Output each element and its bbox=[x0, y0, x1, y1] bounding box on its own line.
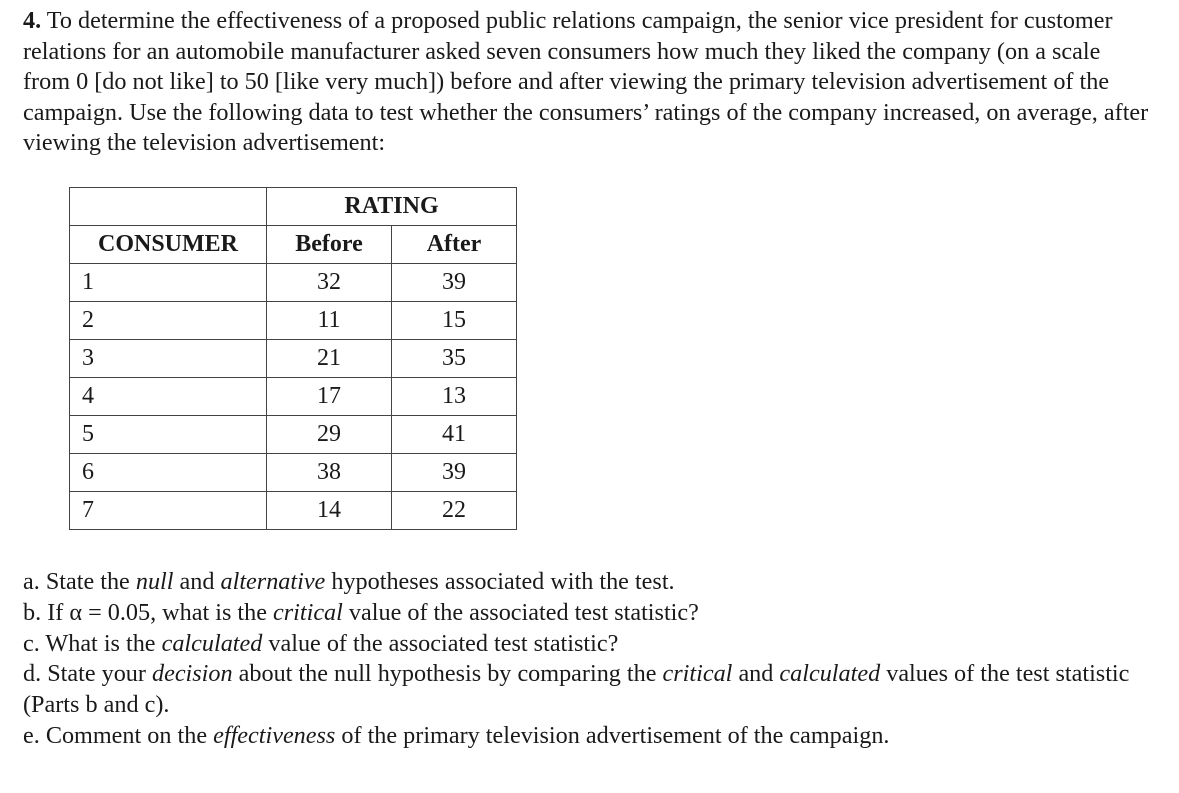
question-c bbox=[23, 629, 1153, 660]
before-column-header: Before bbox=[267, 226, 392, 264]
consumer-cell: 2 bbox=[70, 302, 267, 340]
after-rating-cell: 39 bbox=[392, 264, 517, 302]
table-row bbox=[70, 454, 517, 492]
question-d-text-2: about the null hypothesis by comparing the bbox=[232, 660, 663, 688]
question-a-emph-1: null bbox=[135, 568, 174, 595]
question-d bbox=[23, 659, 1153, 721]
consumer-cell: 5 bbox=[70, 416, 267, 454]
consumer-cell: 1 bbox=[70, 264, 267, 302]
consumer-cell: 3 bbox=[70, 340, 267, 378]
question-e-emph-1: effectiveness bbox=[213, 721, 336, 749]
question-e bbox=[23, 721, 1153, 752]
table-group-header-row bbox=[70, 188, 517, 226]
after-rating-cell: 22 bbox=[392, 492, 517, 530]
after-column-header: After bbox=[392, 226, 517, 264]
table-row bbox=[70, 302, 517, 340]
question-c-text-1: c. What is the bbox=[23, 629, 162, 657]
question-e-text-2: of the primary television advertisement of the campaign. bbox=[335, 721, 890, 749]
question-e-text-1: e. Comment on the bbox=[23, 721, 214, 749]
question-b-emph-1: critical bbox=[273, 598, 343, 626]
question-c-emph-1: calculated bbox=[161, 629, 263, 657]
after-rating-cell: 15 bbox=[392, 302, 517, 340]
after-rating-cell: 13 bbox=[392, 378, 517, 416]
after-rating-cell: 35 bbox=[392, 340, 517, 378]
question-d-text-4: values of the test statistic (Parts b and c). bbox=[23, 660, 1130, 719]
before-rating-cell: 29 bbox=[267, 416, 392, 454]
question-d-emph-1: decision bbox=[151, 660, 233, 688]
before-rating-cell: 14 bbox=[267, 492, 392, 530]
question-b bbox=[23, 598, 1153, 629]
rating-group-header: RATING bbox=[267, 188, 517, 226]
before-rating-cell: 38 bbox=[267, 454, 392, 492]
question-d-emph-2: critical bbox=[662, 660, 733, 688]
problem-text: To determine the effectiveness of a proposed public relations campaign, the senior vice president for customer relations for an automobile manufacturer asked seven consumers how much they liked the company (on a scale from 0 [do not like] to 50 [like very much]) before and after viewing the primary television advertisement of the campaign. Use the following data to test whether the consumers’ ratings of the company increased, on average, after viewing the television advertisement: bbox=[23, 7, 1149, 156]
before-rating-cell: 32 bbox=[267, 264, 392, 302]
question-b-text-2: value of the associated test statistic? bbox=[342, 598, 699, 626]
before-rating-cell: 17 bbox=[267, 378, 392, 416]
consumer-cell: 4 bbox=[70, 378, 267, 416]
ratings-table bbox=[69, 187, 517, 530]
question-c-text-2: value of the associated test statistic? bbox=[262, 629, 619, 657]
problem-statement bbox=[23, 6, 1153, 159]
question-a-text-3: hypotheses associated with the test. bbox=[325, 568, 675, 595]
consumer-cell: 7 bbox=[70, 492, 267, 530]
after-rating-cell: 41 bbox=[392, 416, 517, 454]
question-d-text-3: and bbox=[732, 660, 780, 688]
table-row bbox=[70, 340, 517, 378]
questions-list bbox=[23, 567, 1153, 752]
after-rating-cell: 39 bbox=[392, 454, 517, 492]
table-row bbox=[70, 264, 517, 302]
question-a bbox=[23, 567, 1153, 598]
before-rating-cell: 11 bbox=[267, 302, 392, 340]
question-d-emph-3: calculated bbox=[779, 660, 881, 688]
consumer-column-header: CONSUMER bbox=[70, 226, 267, 264]
question-a-emph-2: alternative bbox=[220, 568, 326, 595]
rating-rows bbox=[70, 264, 517, 530]
table-row bbox=[70, 378, 517, 416]
consumer-cell: 6 bbox=[70, 454, 267, 492]
question-b-text-1: b. If α = 0.05, what is the bbox=[23, 598, 274, 626]
table-row bbox=[70, 492, 517, 530]
problem-number: 4. bbox=[23, 7, 42, 34]
table-header-row bbox=[70, 226, 517, 264]
question-a-text-2: and bbox=[173, 568, 221, 595]
empty-header-cell bbox=[70, 188, 267, 226]
before-rating-cell: 21 bbox=[267, 340, 392, 378]
question-a-text-1: a. State the bbox=[23, 568, 136, 595]
table-row bbox=[70, 416, 517, 454]
question-d-text-1: d. State your bbox=[23, 660, 152, 688]
